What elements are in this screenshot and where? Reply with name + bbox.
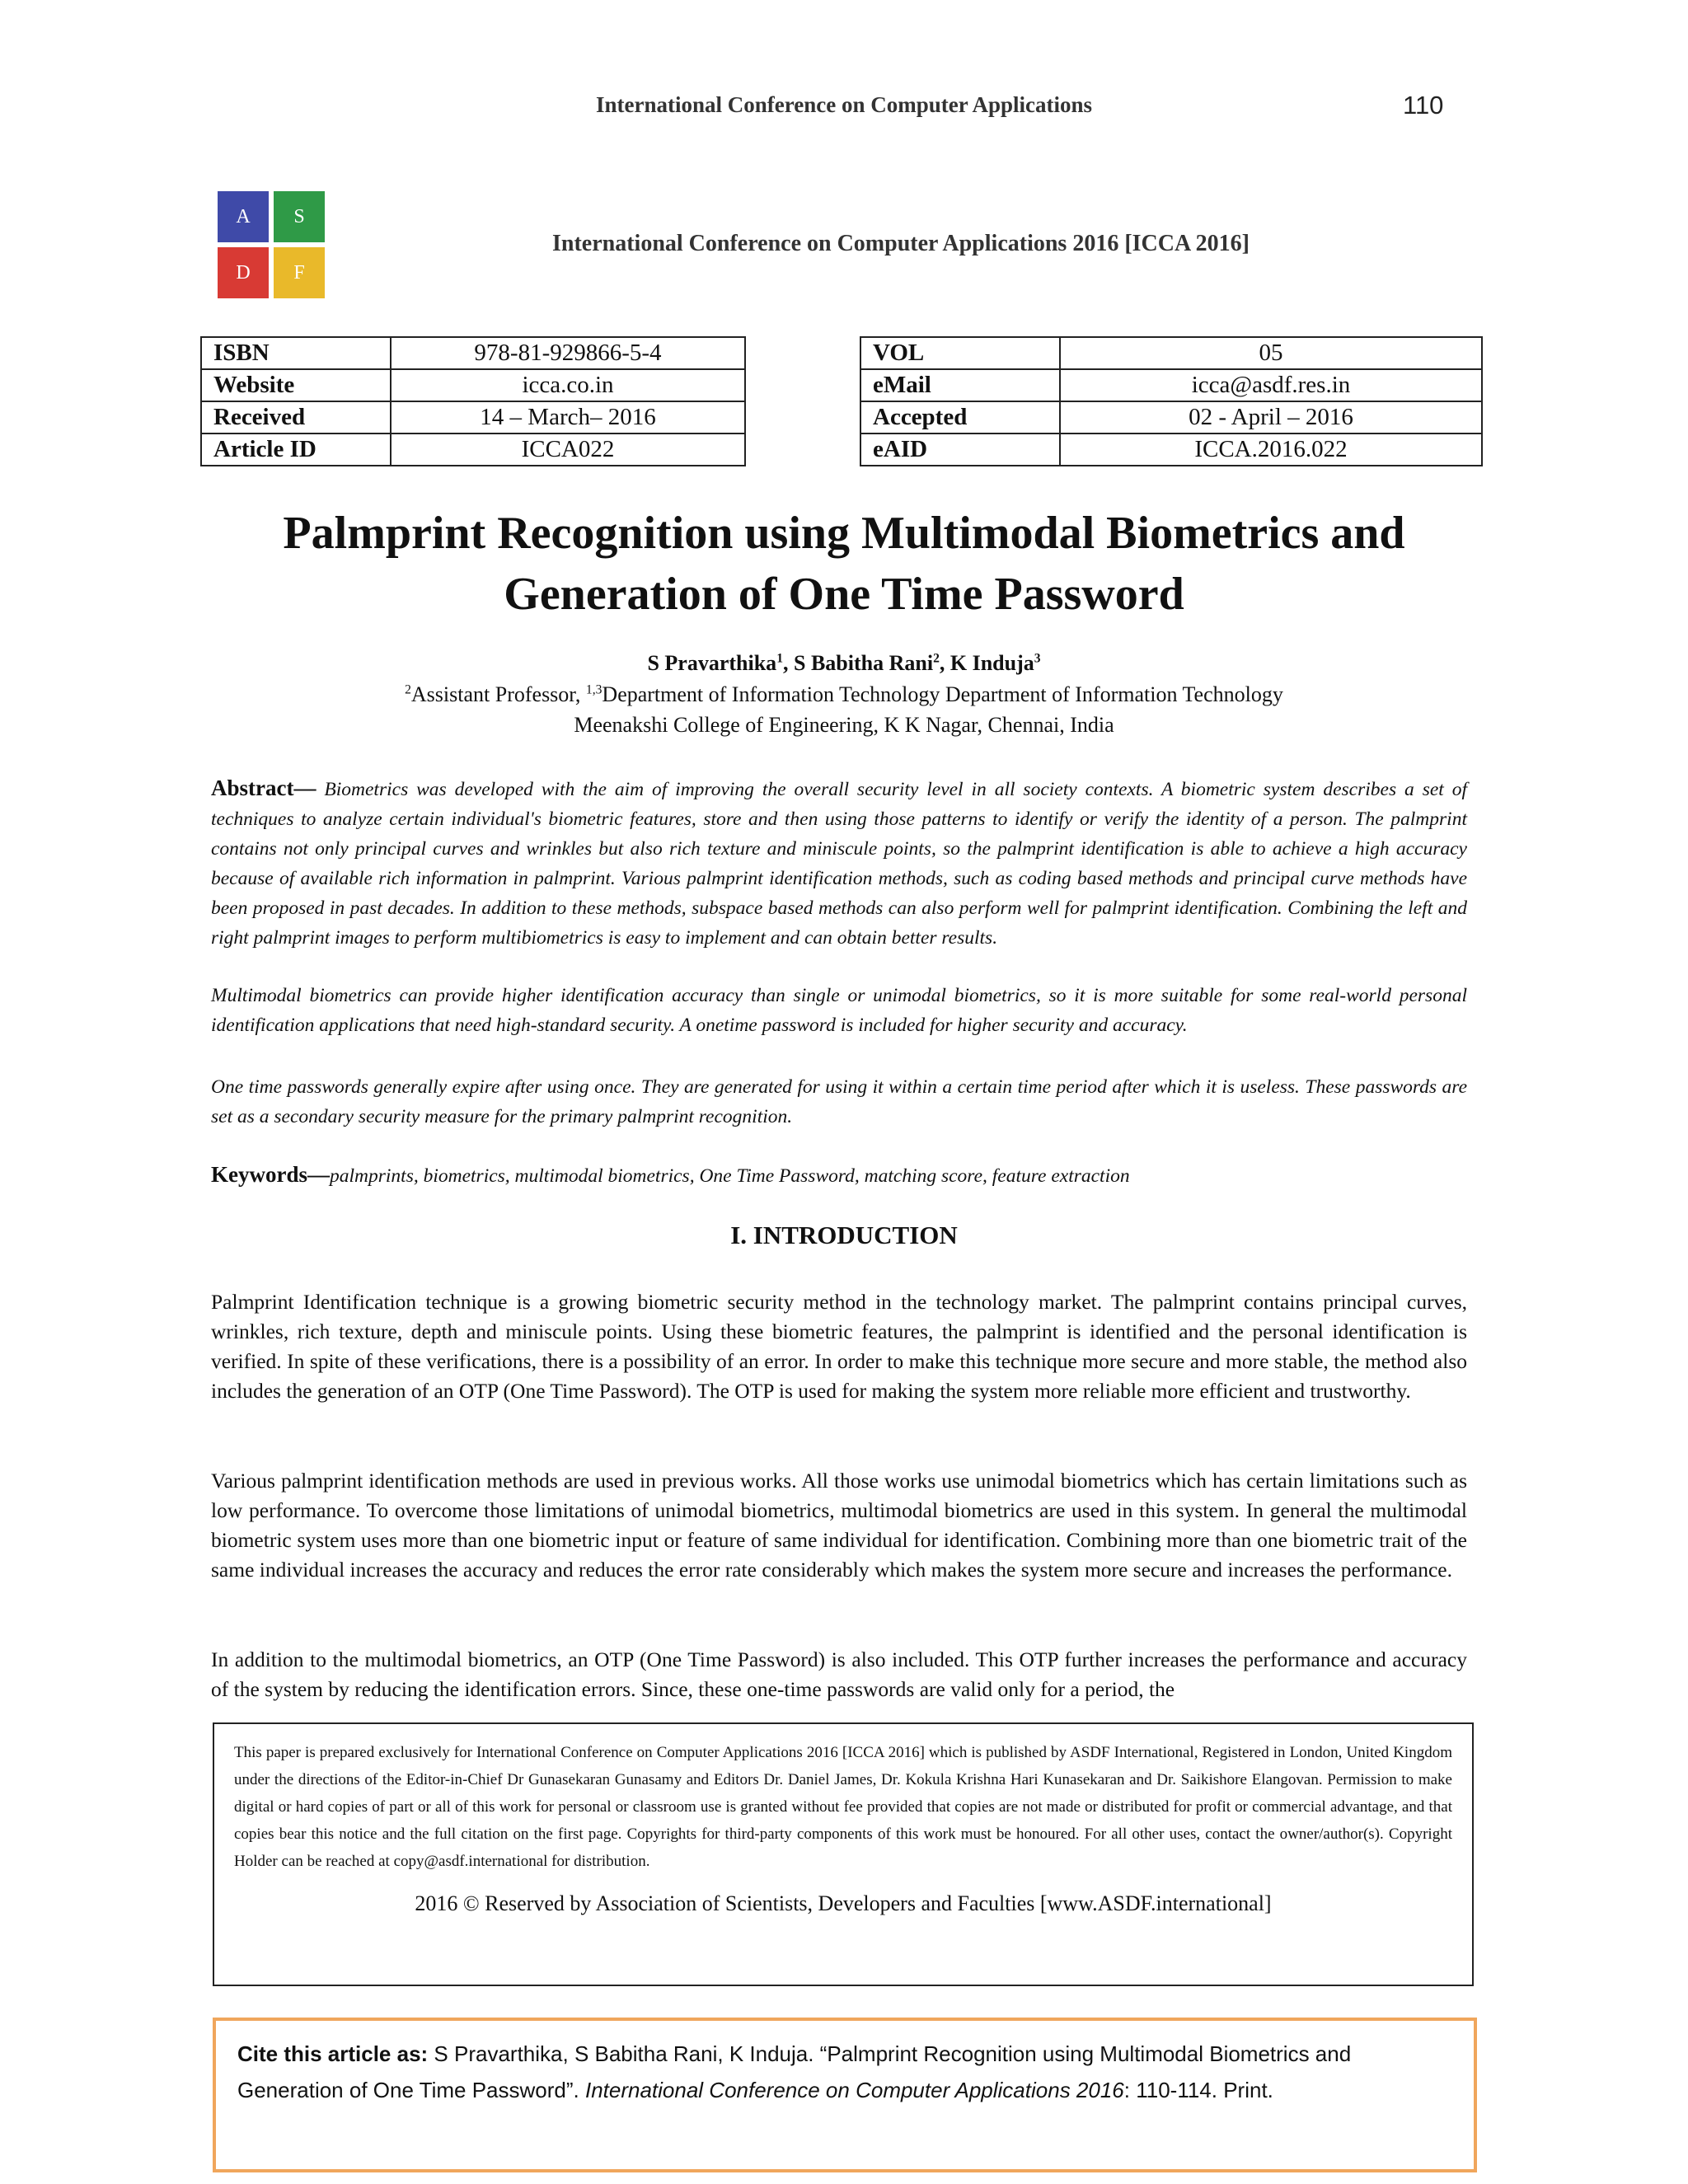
author-name: S Babitha Rani <box>793 651 934 675</box>
meta-value: icca@asdf.res.in <box>1060 369 1482 401</box>
author-separator: , <box>782 651 794 675</box>
meta-row-email <box>860 369 1482 401</box>
citation-box <box>213 2018 1477 2172</box>
author-name: K Induja <box>950 651 1034 675</box>
keywords <box>211 1160 1467 1191</box>
college: Meenakshi College of Engineering, K K Nagar, Chennai, India <box>574 713 1114 737</box>
citation-pages: : 110-114. Print. <box>1123 2078 1273 2102</box>
abstract-paragraph-3: One time passwords generally expire after using once. They are generated for using it within a certain time period after which it is useless. These passwords are set as a secondary security measure for the primary palmprint recognition. <box>211 1076 1467 1127</box>
asdf-logo <box>218 191 330 303</box>
meta-label: eAID <box>860 434 1060 466</box>
paper-title <box>165 503 1523 625</box>
copyright-reserved-line: 2016 © Reserved by Association of Scientists, Developers and Faculties [www.ASDF.international] <box>415 1891 1272 1915</box>
page-number: 110 <box>1403 91 1444 120</box>
title-line-1: Palmprint Recognition using Multimodal Biometrics and <box>283 508 1405 559</box>
meta-row-article-id <box>201 434 745 466</box>
meta-row-accepted <box>860 401 1482 434</box>
affiliation-role: Assistant Professor, <box>410 682 586 706</box>
author-affiliation-mark: 3 <box>1034 651 1041 666</box>
meta-label: VOL <box>860 337 1060 369</box>
meta-value: 978-81-929866-5-4 <box>391 337 745 369</box>
meta-value: 14 – March– 2016 <box>391 401 745 434</box>
keywords-text: palmprints, biometrics, multimodal biometrics, One Time Password, matching score, feature extraction <box>330 1165 1130 1187</box>
citation-label: Cite this article as: <box>237 2041 429 2066</box>
citation-authors-title: S Pravarthika, S Babitha Rani, K Induja. “Palmprint Recognition using Multimodal Biometrics and Generation of One Time Password”. <box>237 2041 1352 2102</box>
intro-paragraph-3: In addition to the multimodal biometrics, an OTP (One Time Password) is also included. This OTP further increases the performance and accuracy of the system by reducing the identification errors. Since, these one-time passwords are valid only for a period, the <box>211 1647 1467 1701</box>
affiliation-mark: 2 <box>405 682 411 697</box>
metadata-table-left <box>200 336 746 466</box>
affiliation <box>0 682 1688 707</box>
running-header: International Conference on Computer Applications <box>595 92 1092 117</box>
meta-value: icca.co.in <box>391 369 745 401</box>
logo-cell-f: F <box>274 247 325 298</box>
affiliation-mark: 1,3 <box>585 682 603 697</box>
logo-cell-d: D <box>218 247 269 298</box>
meta-row-eaid <box>860 434 1482 466</box>
author-affiliation-mark: 1 <box>776 651 783 666</box>
intro-paragraph-2: Various palmprint identification methods are used in previous works. All those works use unimodal biometrics which has certain limitations such as low performance. To overcome those limitations of unimodal biometrics, multimodal biometrics are used in this system. In general the multimodal biometric system uses more than one biometric input or feature of same individual for identification. Combining more than one biometric trait of the same individual increases the accuracy and reduces the error rate considerably which makes the system more secure and increases the performance. <box>211 1469 1467 1582</box>
meta-value: ICCA.2016.022 <box>1060 434 1482 466</box>
meta-value: ICCA022 <box>391 434 745 466</box>
copyright-notice-box <box>213 1722 1474 1986</box>
meta-label: Website <box>201 369 391 401</box>
affiliation-department: Department of Information Technology Department of Information Technology <box>602 682 1283 706</box>
keywords-label: Keywords— <box>211 1162 330 1187</box>
author-affiliation-mark: 2 <box>933 651 940 666</box>
conference-line: International Conference on Computer Applications 2016 [ICCA 2016] <box>552 231 1250 256</box>
meta-label: Received <box>201 401 391 434</box>
meta-row-isbn <box>201 337 745 369</box>
meta-label: Article ID <box>201 434 391 466</box>
meta-row-vol <box>860 337 1482 369</box>
abstract-paragraph-1 <box>211 773 1467 953</box>
section-heading: I. INTRODUCTION <box>730 1221 958 1249</box>
copyright-notice-text: This paper is prepared exclusively for International Conference on Computer Applications 2016 [ICCA 2016] which is published by ASDF International, Registered in London, United Kingdom under the directions of the Editor-in-Chief Dr Gunasekaran Gunasamy and Editors Dr. Daniel James, Dr. Kokula Krishna Hari Kunasekaran and Dr. Saikishore Elangovan. Permission to make digital or hard copies of part or all of this work for personal or classroom use is granted without fee provided that copies are not made or distributed for profit or commercial advantage, and that copies bear this notice and the full citation on the first page. Copyrights for third-party components of this work must be honoured. For all other uses, contact the owner/author(s). Copyright Holder can be reached at copy@asdf.international for distribution. <box>234 1744 1452 1870</box>
abstract-paragraph-2: Multimodal biometrics can provide higher identification accuracy than single or unimodal biometrics, so it is more suitable for some real-world personal identification applications that need high-standard security. A onetime password is included for higher security and accuracy. <box>211 985 1467 1036</box>
intro-paragraph-1: Palmprint Identification technique is a growing biometric security method in the technology market. The palmprint contains principal curves, wrinkles, rich texture, depth and miniscule points. Using these biometric features, the palmprint is identified and the personal identification is verified. In spite of these verifications, there is a possibility of an error. In order to make this technique more secure and more stable, the method also includes the generation of an OTP (One Time Password). The OTP is used for making the system more reliable more efficient and trustworthy. <box>211 1290 1467 1403</box>
meta-label: ISBN <box>201 337 391 369</box>
meta-value: 05 <box>1060 337 1482 369</box>
title-line-2: Generation of One Time Password <box>504 569 1184 620</box>
abstract-label: Abstract— <box>211 776 316 800</box>
meta-row-received <box>201 401 745 434</box>
meta-label: eMail <box>860 369 1060 401</box>
metadata-table-right <box>860 336 1483 466</box>
logo-cell-s: S <box>274 191 325 242</box>
logo-cell-a: A <box>218 191 269 242</box>
abstract-text: Biometrics was developed with the aim of improving the overall security level in all society contexts. A biometric system describes a set of techniques to analyze certain individual's biometric features, store and then using those patterns to identify or verify the identity of a person. The palmprint contains not only principal curves and wrinkles but also rich texture and miniscule points, so the palmprint identification is able to achieve a high accuracy because of available rich information in palmprint. Various palmprint identification methods, such as coding based methods and principal curve methods have been proposed in past decades. In addition to these methods, subspace based methods can also perform well for palmprint identification. Combining the left and right palmprint images to perform multibiometrics is easy to implement and can obtain better results. <box>211 779 1467 949</box>
meta-label: Accepted <box>860 401 1060 434</box>
author-name: S Pravarthika <box>647 651 777 675</box>
citation-venue: International Conference on Computer Applications 2016 <box>584 2078 1124 2102</box>
meta-row-website <box>201 369 745 401</box>
author-separator: , <box>939 651 950 675</box>
meta-value: 02 - April – 2016 <box>1060 401 1482 434</box>
author-list <box>0 651 1688 676</box>
